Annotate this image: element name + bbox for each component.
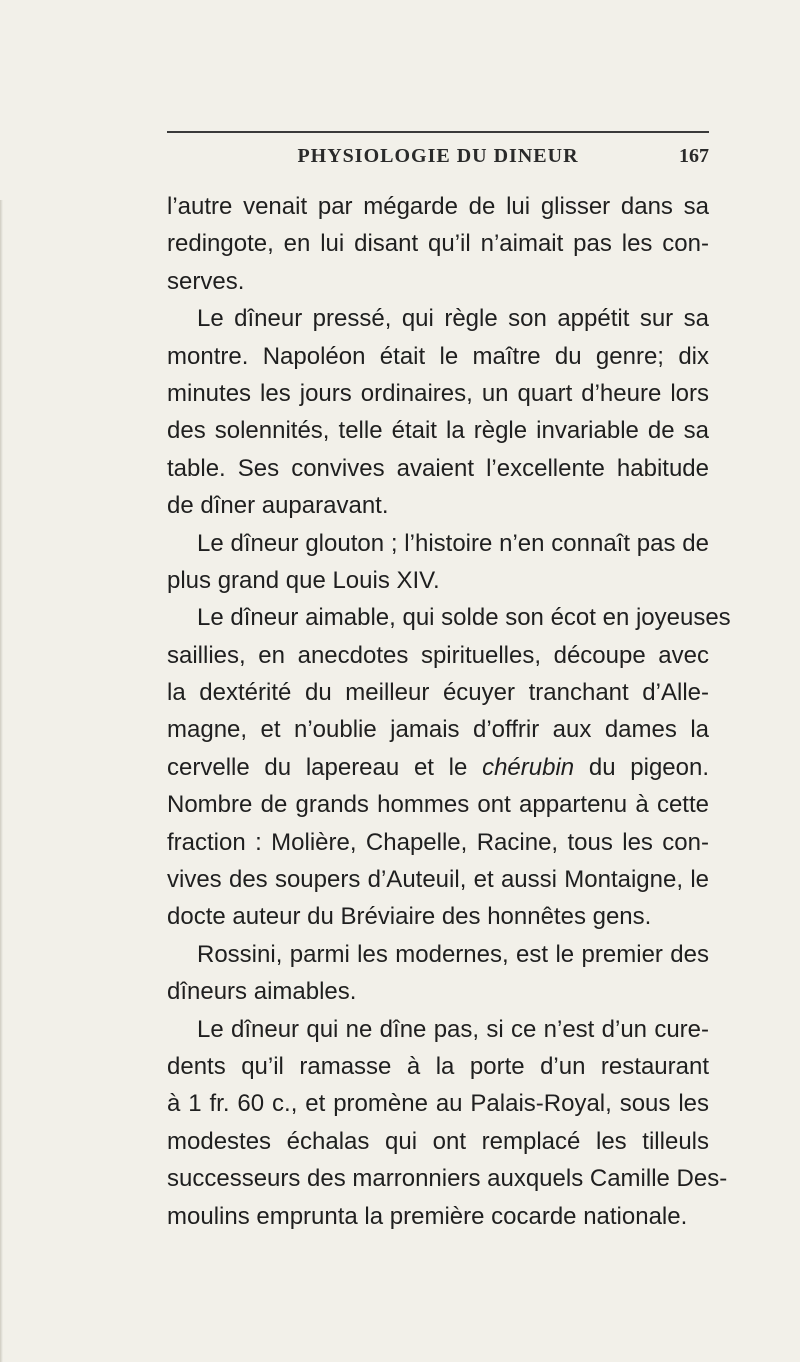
- page-header: [167, 145, 709, 175]
- text-line-1: l’autre venait par mégarde de lui glisser dans sa: [167, 193, 709, 220]
- line-16-prefix: cervelle du lapereau et le: [167, 753, 483, 781]
- text-line-6: minutes les jours ordinaires, un quart d’heure lors: [167, 379, 709, 407]
- text-line-25: à 1 fr. 60 c., et promène au Palais-Royal, sous les: [167, 1090, 709, 1118]
- text-line-9: de dîner auparavant.: [167, 492, 389, 520]
- text-line-18: fraction : Molière, Chapelle, Racine, tous les con-: [167, 828, 709, 856]
- text-line-16: [167, 749, 709, 786]
- text-line-26: modestes échalas qui ont remplacé les tilleuls: [167, 1127, 709, 1155]
- running-head: PHYSIOLOGIE DU DINEUR: [297, 145, 579, 167]
- text-line-23: Le dîneur qui ne dîne pas, si ce n’est d’un cure-: [197, 1015, 709, 1043]
- text-line-21: Rossini, parmi les modernes, est le premier des: [197, 940, 709, 968]
- text-line-15: magne, et n’oublie jamais d’offrir aux dames la: [167, 716, 709, 744]
- line-16-suffix: du pigeon.: [574, 753, 709, 781]
- text-line-22: dîneurs aimables.: [167, 978, 357, 1006]
- text-line-19: vives des soupers d’Auteuil, et aussi Montaigne, le: [167, 866, 709, 894]
- text-line-20: docte auteur du Bréviaire des honnêtes gens.: [167, 903, 652, 931]
- page-edge-shadow: [0, 200, 3, 1362]
- italic-word: chérubin: [482, 753, 575, 781]
- header-rule: [167, 131, 709, 133]
- text-line-7: des solennités, telle était la règle invariable de sa: [167, 417, 709, 445]
- text-line-4: Le dîneur pressé, qui règle son appétit sur sa: [197, 305, 709, 333]
- text-line-17: Nombre de grands hommes ont appartenu à cette: [167, 791, 709, 819]
- text-line-10: Le dîneur glouton ; l’histoire n’en connaît pas de: [197, 529, 709, 557]
- text-line-27: successeurs des marronniers auxquels Camille Des-: [167, 1165, 728, 1193]
- text-line-28: moulins emprunta la première cocarde nationale.: [167, 1202, 688, 1230]
- text-line-12: Le dîneur aimable, qui solde son écot en joyeuses: [197, 604, 731, 632]
- text-line-2: redingote, en lui disant qu’il n’aimait pas les con-: [167, 230, 709, 258]
- text-line-5: montre. Napoléon était le maître du genre; dix: [167, 342, 709, 370]
- text-line-8: table. Ses convives avaient l’excellente habitude: [167, 454, 709, 482]
- body-text: [167, 188, 731, 1235]
- text-line-24: dents qu’il ramasse à la porte d’un restaurant: [167, 1052, 709, 1080]
- text-line-13: saillies, en anecdotes spirituelles, découpe avec: [167, 641, 709, 669]
- text-line-14: la dextérité du meilleur écuyer tranchant d’Alle-: [167, 679, 709, 707]
- text-line-11: plus grand que Louis XIV.: [167, 566, 440, 594]
- text-line-3: serves.: [167, 267, 245, 295]
- page-number: 167: [679, 145, 709, 167]
